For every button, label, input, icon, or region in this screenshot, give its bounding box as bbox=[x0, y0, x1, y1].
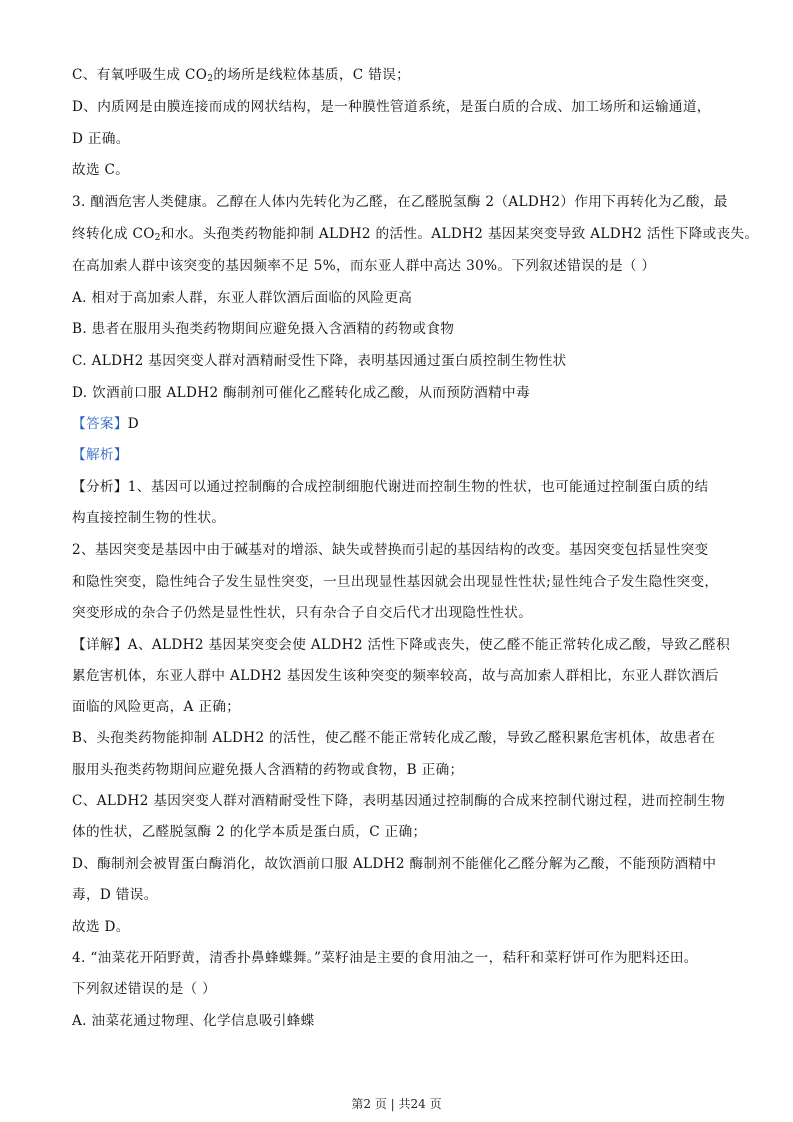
text-line: D、酶制剂会被胃蛋白酶消化，故饮酒前口服 ALDH2 酶制剂不能催化乙醛分解为乙酸，不能预防酒精中 bbox=[72, 856, 717, 872]
question-3-stem: 终转化成 $CO_2$和水。头孢类药物能抑制 ALDH2 的活性。ALDH2 基因某突变导致 ALDH2 活性下降或丧失。 bbox=[72, 226, 759, 243]
text-line: 【分析】1、基因可以通过控制酶的合成控制细胞代谢进而控制生物的性状，也可能通过控制蛋白质的结 bbox=[72, 479, 709, 495]
answer-line: 【答案】D bbox=[72, 416, 140, 432]
question-3-stem: 在高加索人群中该突变的基因频率不足 5%，而东亚人群中高达 30%。下列叙述错误的是（ ） bbox=[72, 258, 656, 274]
question-4-stem: 下列叙述错误的是（ ） bbox=[72, 981, 217, 997]
text-line: 构直接控制生物的性状。 bbox=[72, 510, 226, 526]
text-line: B、头孢类药物能抑制 ALDH2 的活性，使乙醛不能正常转化成乙酸，导致乙醛积累危害机体，故患者在 bbox=[72, 730, 716, 746]
text-line: 服用头孢类药物期间应避免摄人含酒精的药物或食物，B 正确； bbox=[72, 762, 464, 778]
option-b: B. 患者在服用头孢类药物期间应避免摄入含酒精的药物或食物 bbox=[72, 321, 455, 337]
analysis-tag: 【解析】 bbox=[72, 447, 128, 463]
text-line: 毒，D 错误。 bbox=[72, 887, 158, 903]
question-3-stem: 3. 酗酒危害人类健康。乙醇在人体内先转化为乙醛，在乙醛脱氢酶 2（ALDH2）作用下再转化为乙酸，最 bbox=[72, 194, 728, 210]
text-line: D 正确。 bbox=[72, 131, 130, 147]
page-footer: 第2 页 | 共24 页 bbox=[351, 1097, 442, 1111]
text-line: C、ALDH2 基因突变人群对酒精耐受性下降，表明基因通过控制酶的合成来控制代谢过程，进而控制生物 bbox=[72, 793, 726, 809]
option-a: A. 油菜花通过物理、化学信息吸引蜂蝶 bbox=[72, 1013, 315, 1029]
analysis-header bbox=[72, 446, 732, 464]
option-d: D. 饮酒前口服 ALDH2 酶制剂可催化乙醛转化成乙酸，从而预防酒精中毒 bbox=[72, 385, 530, 401]
option-a: A. 相对于高加索人群，东亚人群饮酒后面临的风险更高 bbox=[72, 290, 413, 306]
text-line: C、有氧呼吸生成 $CO_2$的场所是线粒体基质，C 错误； bbox=[72, 67, 411, 84]
text-line: 和隐性突变，隐性纯合子发生显性突变，一旦出现显性基因就会出现显性性状;显性纯合子发生隐性突变， bbox=[72, 574, 719, 590]
option-c: C. ALDH2 基因突变人群对酒精耐受性下降，表明基因通过蛋白质控制生物性状 bbox=[72, 353, 567, 369]
text-line: D、内质网是由膜连接而成的网状结构，是一种膜性管道系统，是蛋白质的合成、加工场所和运输通道， bbox=[72, 99, 711, 115]
text-line: 【详解】A、ALDH2 基因某突变会使 ALDH2 活性下降或丧失，使乙醛不能正常转化成乙酸，导致乙醛积 bbox=[72, 637, 731, 653]
text-line: 故选 C。 bbox=[72, 162, 130, 178]
text-line: 故选 D。 bbox=[72, 919, 130, 935]
text-line: 累危害机体，东亚人群中 ALDH2 基因发生该种突变的频率较高，故与高加索人群相比，东亚人群饮酒后 bbox=[72, 668, 719, 684]
text-line: 体的性状，乙醛脱氢酶 2 的化学本质是蛋白质，C 正确； bbox=[72, 824, 427, 840]
answer-tag: 【答案】 bbox=[72, 416, 128, 432]
question-4-stem: 4. “油菜花开陌野黄，清香扑鼻蜂蝶舞。”菜籽油是主要的食用油之一，秸秆和菜籽饼可作为肥料还田。 bbox=[72, 950, 698, 966]
text-line: 面临的风险更高，A 正确； bbox=[72, 699, 241, 715]
text-line: 突变形成的杂合子仍然是显性性状，只有杂合子自交后代才出现隐性性状。 bbox=[72, 605, 533, 621]
text-line: 2、基因突变是基因中由于碱基对的增添、缺失或替换而引起的基因结构的改变。基因突变包括显性突变 bbox=[72, 542, 709, 558]
